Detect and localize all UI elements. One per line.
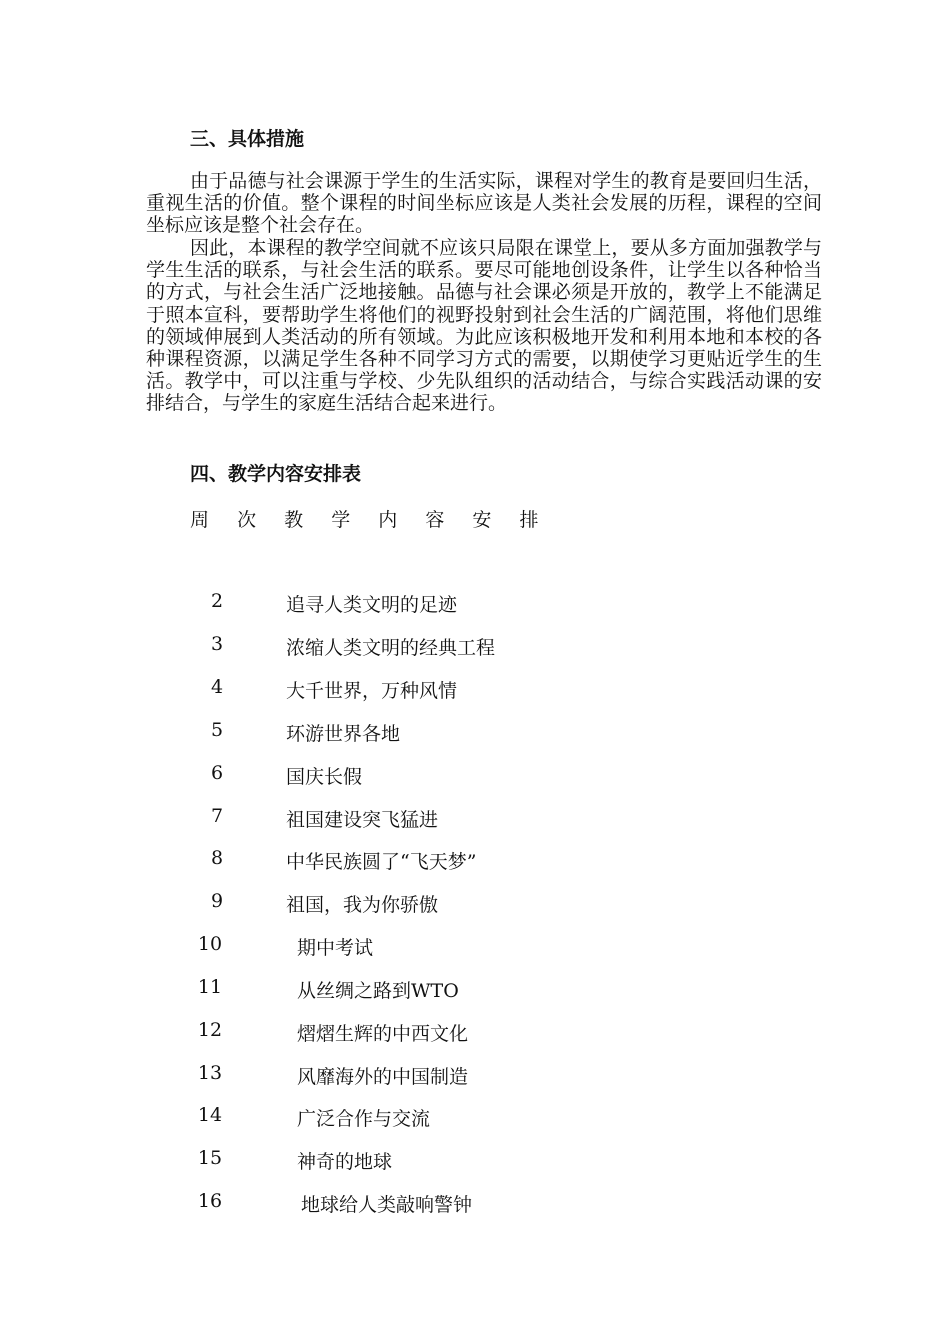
- table-row: [0, 890, 950, 914]
- table-row: [0, 590, 950, 614]
- week-content: 国庆长假: [286, 766, 363, 788]
- table-header-char: 排: [519, 509, 539, 531]
- table-row: [0, 933, 950, 957]
- week-number: 15: [197, 1147, 223, 1169]
- week-content: 风靡海外的中国制造: [297, 1066, 469, 1088]
- week-content: 期中考试: [297, 937, 374, 959]
- section-4-heading: 四、教学内容安排表: [190, 463, 362, 485]
- week-content: 从丝绸之路到WTO: [297, 980, 459, 1002]
- week-content: 祖国，我为你骄傲: [286, 894, 439, 916]
- section-3-heading: 三、具体措施: [190, 128, 305, 150]
- table-row: [0, 633, 950, 657]
- table-header-char: 容: [425, 509, 445, 531]
- table-row: [0, 719, 950, 743]
- week-content: 追寻人类文明的足迹: [286, 594, 458, 616]
- table-row: [0, 847, 950, 871]
- table-row: [0, 1190, 950, 1214]
- week-number: 8: [210, 847, 224, 869]
- week-number: 5: [210, 719, 224, 741]
- week-content: 熠熠生辉的中西文化: [297, 1023, 469, 1045]
- table-row: [0, 805, 950, 829]
- week-content: 浓缩人类文明的经典工程: [286, 637, 496, 659]
- week-number: 7: [210, 805, 224, 827]
- table-row: [0, 976, 950, 1000]
- week-content: 神奇的地球: [297, 1151, 393, 1173]
- table-header-char: 内: [378, 509, 398, 531]
- table-header-char: 周: [190, 509, 210, 531]
- week-number: 3: [210, 633, 224, 655]
- table-header-char: 教: [284, 509, 304, 531]
- week-number: 9: [210, 890, 224, 912]
- week-content: 环游世界各地: [286, 723, 401, 745]
- table-row: [0, 762, 950, 786]
- section-3-paragraph-2: 因此，本课程的教学空间就不应该只局限在课堂上，要从多方面加强教学与学生生活的联系，与社会生活的联系。要尽可能地创设条件，让学生以各种恰当的方式，与社会生活广泛地接触。品德与社会课必须是开放的，教学上不能满足于照本宣科，要帮助学生将他们的视野投射到社会生活的广阔范围，将他们思维的领域伸展到人类活动的所有领域。为此应该积极地开发和利用本地和本校的各种课程资源，以满足学生各种不同学习方式的需要，以期使学习更贴近学生的生活。教学中，可以注重与学校、少先队组织的活动结合，与综合实践活动课的安排结合，与学生的家庭生活结合起来进行。: [146, 237, 822, 415]
- table-header-char: 安: [472, 509, 492, 531]
- table-row: [0, 1104, 950, 1128]
- week-content: 中华民族圆了“飞天梦”: [286, 851, 477, 873]
- week-number: 16: [197, 1190, 223, 1212]
- schedule-table-header: [190, 505, 560, 532]
- week-content: 大千世界，万种风情: [286, 680, 458, 702]
- week-number: 2: [210, 590, 224, 612]
- week-number: 6: [210, 762, 224, 784]
- week-content: 地球给人类敲响警钟: [301, 1194, 473, 1216]
- week-number: 12: [197, 1019, 223, 1041]
- week-number: 10: [197, 933, 223, 955]
- table-row: [0, 1019, 950, 1043]
- week-number: 11: [197, 976, 223, 998]
- week-number: 14: [197, 1104, 223, 1126]
- week-number: 13: [197, 1062, 223, 1084]
- table-header-char: 学: [331, 509, 351, 531]
- week-number: 4: [210, 676, 224, 698]
- table-row: [0, 1062, 950, 1086]
- week-content: 祖国建设突飞猛进: [286, 809, 439, 831]
- week-content: 广泛合作与交流: [297, 1108, 431, 1130]
- table-header-char: 次: [237, 509, 257, 531]
- section-3-paragraph-1: 由于品德与社会课源于学生的生活实际，课程对学生的教育是要回归生活，重视生活的价值。整个课程的时间坐标应该是人类社会发展的历程，课程的空间坐标应该是整个社会存在。: [146, 170, 822, 237]
- table-row: [0, 1147, 950, 1171]
- table-row: [0, 676, 950, 700]
